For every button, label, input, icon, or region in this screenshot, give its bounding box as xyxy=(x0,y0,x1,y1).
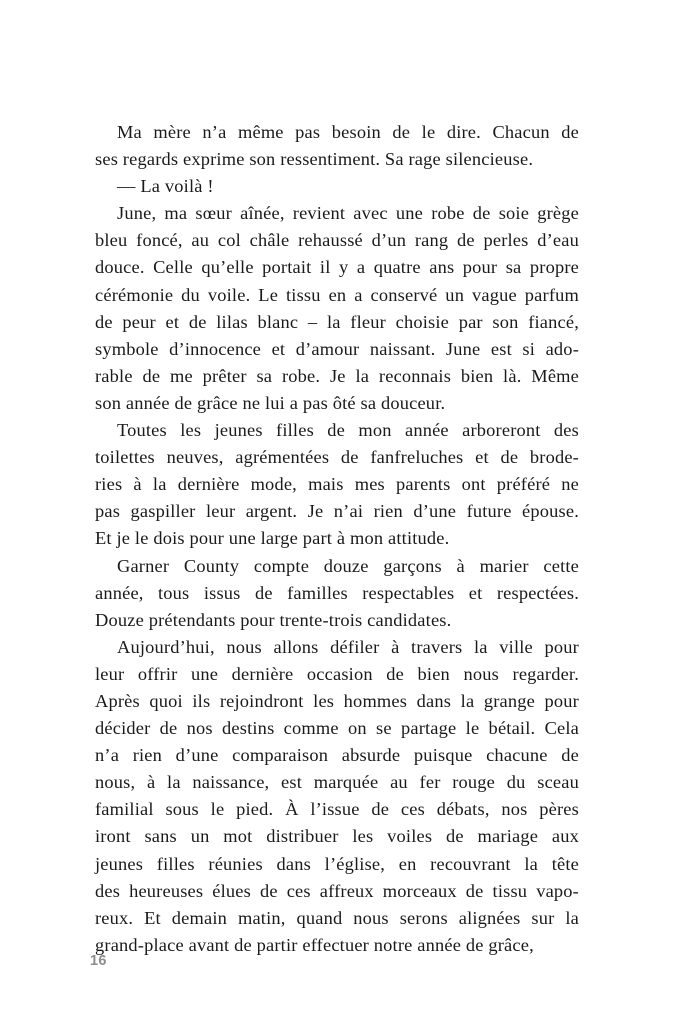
text-line: Toutes les jeunes filles de mon année arboreront des xyxy=(117,420,579,441)
text-line: douce. Celle qu’elle portait il y a quatre ans pour sa propre xyxy=(95,257,579,278)
text-line: iront sans un mot distribuer les voiles de mariage aux xyxy=(95,826,579,847)
text-line: Après quoi ils rejoindront les hommes dans la grange pour xyxy=(95,690,579,711)
text-line: toilettes neuves, agrémentées de fanfreluches et de brode- xyxy=(95,447,579,468)
text-line: son année de grâce ne lui a pas ôté sa douceur. xyxy=(95,392,446,413)
paragraph xyxy=(95,553,579,634)
text-line: — La voilà ! xyxy=(117,176,214,197)
paragraph xyxy=(95,200,579,417)
text-line: année, tous issus de familles respectables et respectées. xyxy=(95,582,579,603)
text-line: Ma mère n’a même pas besoin de le dire. Chacun de xyxy=(117,122,579,142)
paragraph xyxy=(95,634,579,959)
text-line: n’a rien d’une comparaison absurde puisque chacune de xyxy=(95,745,579,766)
text-line: reux. Et demain matin, quand nous serons alignées sur la xyxy=(95,907,579,928)
text-line: Et je le dois pour une large part à mon attitude. xyxy=(95,528,450,549)
text-line: ries à la dernière mode, mais mes parents ont préféré ne xyxy=(95,474,579,495)
paragraph xyxy=(95,173,579,200)
page-number: 16 xyxy=(90,953,107,969)
text-line: nous, à la naissance, est marquée au fer rouge du sceau xyxy=(95,772,579,793)
text-line: rable de me prêter sa robe. Je la reconnais bien là. Même xyxy=(95,365,579,386)
text-line: ses regards exprime son ressentiment. Sa rage silencieuse. xyxy=(95,149,534,170)
paragraph xyxy=(95,417,579,552)
text-line: décider de nos destins comme on se partage le bétail. Cela xyxy=(95,718,579,739)
page-body-text xyxy=(95,119,579,959)
text-line: symbole d’innocence et d’amour naissant. June est si ado- xyxy=(95,338,579,359)
paragraph xyxy=(95,119,579,173)
text-line: cérémonie du voile. Le tissu en a conservé un vague parfum xyxy=(95,284,579,305)
text-line: pas gaspiller leur argent. Je n’ai rien d’une future épouse. xyxy=(95,501,579,522)
text-line: grand-place avant de partir effectuer notre année de grâce, xyxy=(95,934,534,955)
text-line: leur offrir une dernière occasion de bien nous regarder. xyxy=(95,663,579,684)
text-line: des heureuses élues de ces affreux morceaux de tissu vapo- xyxy=(95,880,579,901)
text-line: bleu foncé, au col châle rehaussé d’un rang de perles d’eau xyxy=(95,230,579,251)
text-line: Garner County compte douze garçons à marier cette xyxy=(117,555,579,576)
text-line: jeunes filles réunies dans l’église, en recouvrant la tête xyxy=(95,853,579,874)
text-line: Douze prétendants pour trente-trois candidates. xyxy=(95,609,452,630)
text-line: de peur et de lilas blanc – la fleur choisie par son fiancé, xyxy=(95,311,579,332)
text-line: June, ma sœur aînée, revient avec une robe de soie grège xyxy=(117,203,579,224)
text-line: Aujourd’hui, nous allons défiler à travers la ville pour xyxy=(117,636,579,657)
text-line: familial sous le pied. À l’issue de ces débats, nos pères xyxy=(95,799,579,820)
